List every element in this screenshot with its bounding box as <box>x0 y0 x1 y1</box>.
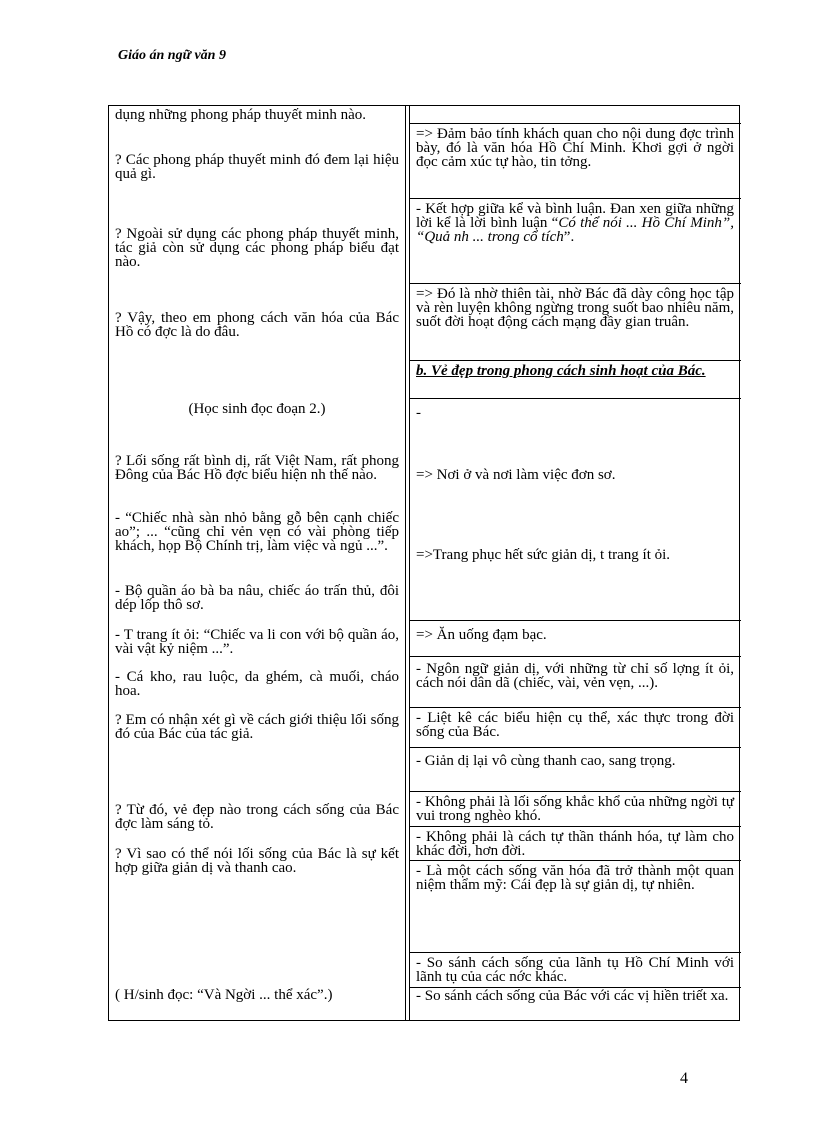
row-rule <box>410 283 741 284</box>
left-text-8: - Bộ quần áo bà ba nâu, chiếc áo trấn thủ, đôi dép lốp thô sơ. <box>115 583 399 613</box>
row-rule <box>410 791 741 792</box>
row-rule <box>410 952 741 953</box>
row-rule <box>410 198 741 199</box>
right-text-5: - <box>416 405 421 421</box>
row-rule <box>410 656 741 657</box>
right-text-2: - Kết hợp giữa kể và bình luận. Đan xen giữa những lời kể là lời bình luận “Có thể nói ... Hồ Chí Minh”, “Quả nh ... trong cổ tích”. <box>416 201 734 245</box>
section-heading: b. Vẻ đẹp trong phong cách sinh hoạt của Bác. <box>416 363 706 379</box>
right-text-1: => Đảm bảo tính khách quan cho nội dung đợc trình bày, đó là văn hóa Hồ Chí Minh. Khơi gợi ở ngời đọc cảm xúc tự hào, tin tởng. <box>416 126 734 170</box>
right-text-7: =>Trang phục hết sức giản dị, t trang ít ỏi. <box>416 547 671 563</box>
lesson-table <box>108 105 740 1021</box>
row-rule <box>410 360 741 361</box>
left-text-3: ? Ngoài sử dụng các phong pháp thuyết minh, tác giả còn sử dụng các phong pháp biểu đạt nào. <box>115 226 399 270</box>
left-text-6: ? Lối sống rất bình dị, rất Việt Nam, rất phong Đông của Bác Hồ đợc biểu hiện nh thế nào. <box>115 453 399 483</box>
row-rule <box>410 747 741 748</box>
right-text-14: - Là một cách sống văn hóa đã trở thành một quan niệm thẩm mỹ: Cái đẹp là sự giản dị, tự nhiên. <box>416 863 734 893</box>
row-rule <box>410 123 741 124</box>
row-rule <box>410 707 741 708</box>
row-rule <box>410 826 741 827</box>
right-text-10: - Liệt kê các biểu hiện cụ thể, xác thực trong đời sống của Bác. <box>416 710 734 740</box>
student-answers-column <box>410 106 741 1020</box>
right-text-13: - Không phải là cách tự thần thánh hóa, tự làm cho khác đời, hơn đời. <box>416 829 734 859</box>
right-text-6: => Nơi ở và nơi làm việc đơn sơ. <box>416 467 616 483</box>
right-text-8: => Ăn uống đạm bạc. <box>416 627 547 643</box>
teacher-questions-column <box>109 106 405 1020</box>
right-text-15: - So sánh cách sống của lãnh tụ Hồ Chí Minh với lãnh tụ của các nớc khác. <box>416 955 734 985</box>
left-text-2: ? Các phong pháp thuyết minh đó đem lại hiệu quả gì. <box>115 152 399 182</box>
right-text-11: - Giản dị lại vô cùng thanh cao, sang trọng. <box>416 753 676 769</box>
row-rule <box>410 860 741 861</box>
left-text-4: ? Vậy, theo em phong cách văn hóa của Bác Hồ có đợc là do đâu. <box>115 310 399 340</box>
right-text-3: => Đó là nhờ thiên tài, nhờ Bác đã dày công học tập và rèn luyện không ngừng trong suốt bao nhiêu năm, suốt đời hoạt động cách mạng đầy gian truân. <box>416 286 734 330</box>
left-text-7: - “Chiếc nhà sàn nhỏ bằng gỗ bên cạnh chiếc ao”; ... “cũng chỉ vẻn vẹn có vài phòng tiếp khách, họp Bộ Chính trị, làm việc và ngủ ...”. <box>115 510 399 554</box>
left-text-10: - Cá kho, rau luộc, da ghém, cà muối, cháo hoa. <box>115 669 399 699</box>
left-text-14: ( H/sinh đọc: “Và Ngời ... thể xác”.) <box>115 987 333 1003</box>
page-number: 4 <box>680 1070 688 1087</box>
row-rule <box>410 620 741 621</box>
left-text-13: ? Vì sao có thể nói lối sống của Bác là sự kết hợp giữa giản dị và thanh cao. <box>115 846 399 876</box>
page-header: Giáo án ngữ văn 9 <box>118 48 226 63</box>
left-text-9: - T trang ít ỏi: “Chiếc va li con với bộ quần áo, vài vật kỷ niệm ...”. <box>115 627 399 657</box>
left-text-11: ? Em có nhận xét gì về cách giới thiệu lối sống đó của Bác của tác giả. <box>115 712 399 742</box>
right-text-12: - Không phải là lối sống khắc khổ của những ngời tự vui trong nghèo khó. <box>416 794 734 824</box>
right-text-9: - Ngôn ngữ giản dị, với những từ chỉ số lợng ít ỏi, cách nói dân dã (chiếc, vài, vẻn vẹn, ...). <box>416 661 734 691</box>
left-text-5: (Học sinh đọc đoạn 2.) <box>188 401 326 417</box>
left-text-12: ? Từ đó, vẻ đẹp nào trong cách sống của Bác đợc làm sáng tỏ. <box>115 802 399 832</box>
right-text-16: - So sánh cách sống của Bác với các vị hiền triết xa. <box>416 988 729 1004</box>
left-text-1: dụng những phong pháp thuyết minh nào. <box>115 107 367 123</box>
row-rule <box>410 398 741 399</box>
